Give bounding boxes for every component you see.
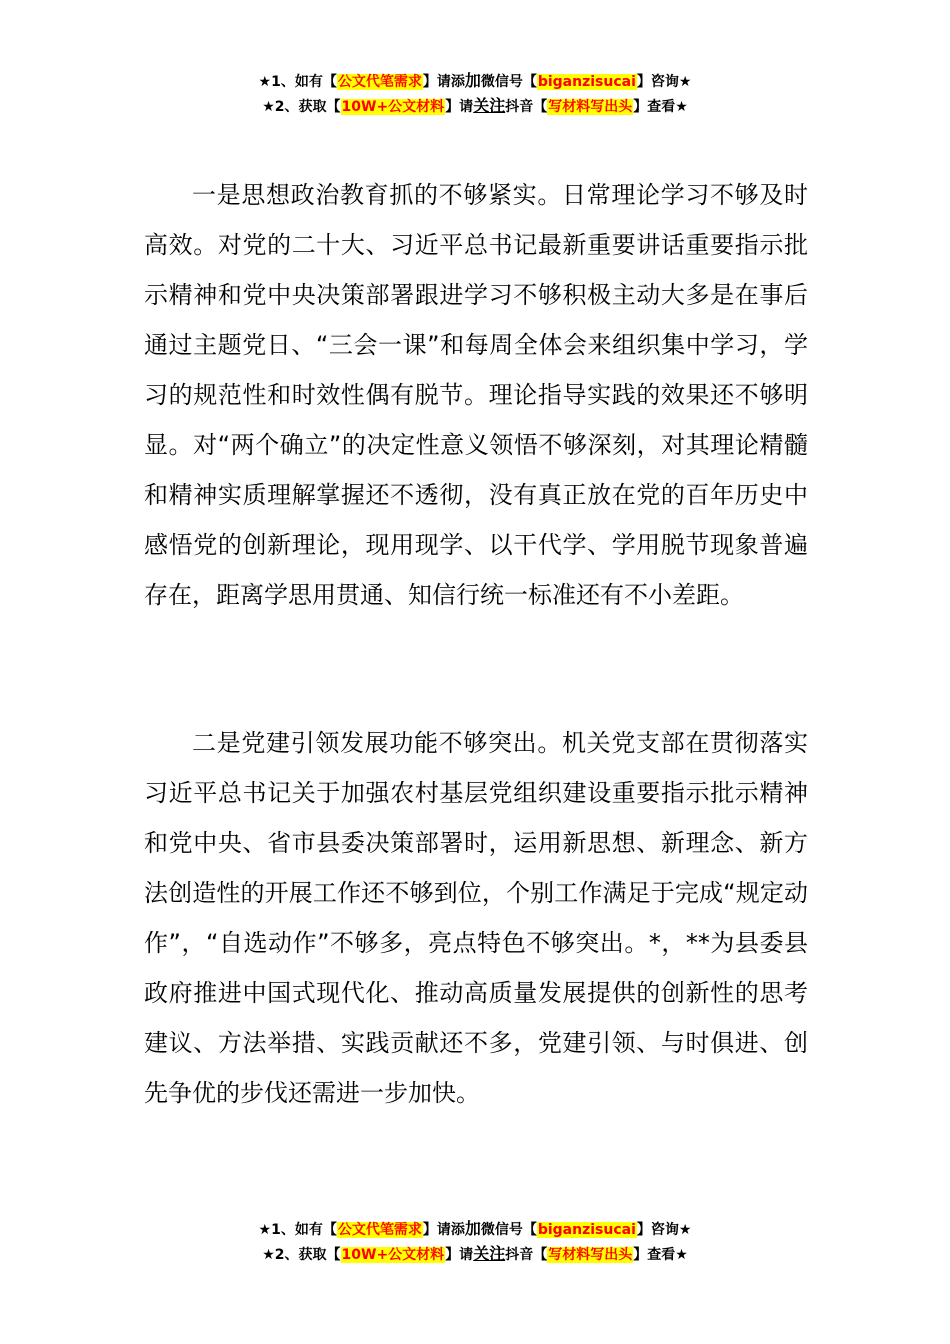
- banner-text: 】请: [445, 1247, 474, 1263]
- banner-text: ★1、如有【: [258, 74, 337, 90]
- banner-text: 】查看★: [633, 99, 688, 115]
- banner-line-2: [0, 1242, 950, 1267]
- banner-text: 】请添: [422, 74, 465, 90]
- banner-line-1: [0, 1217, 950, 1242]
- banner-line-2: [0, 94, 950, 119]
- emphasized-text: 加: [464, 1219, 481, 1238]
- banner-text: ★2、获取【: [262, 99, 341, 115]
- highlighted-text: 公文代笔需求: [337, 74, 422, 90]
- banner-text: ★1、如有【: [258, 1222, 337, 1238]
- banner-text: 】查看★: [633, 1247, 688, 1263]
- highlighted-text: biganzisucai: [537, 74, 636, 90]
- banner-text: 】咨询★: [636, 74, 692, 90]
- banner-text: 】请添: [422, 1222, 465, 1238]
- highlighted-text: 10W+公文材料: [341, 1247, 445, 1263]
- footer-banner: [0, 1217, 950, 1267]
- banner-text: 】咨询★: [636, 1222, 692, 1238]
- highlighted-text: 公文代笔需求: [337, 1222, 422, 1238]
- body-paragraph-1: 一是思想政治教育抓的不够紧实。日常理论学习不够及时高效。对党的二十大、习近平总书记最新重要讲话重要指示批示精神和党中央决策部署跟进学习不够积极主动大多是在事后通过主题党日、“三会一课”和每周全体会来组织集中学习，学习的规范性和时效性偶有脱节。理论指导实践的效果还不够明显。对“两个确立”的决定性意义领悟不够深刻，对其理论精髓和精神实质理解掌握还不透彻，没有真正放在党的百年历史中感悟党的创新理论，现用现学、以干代学、学用脱节现象普遍存在，距离学思用贯通、知信行统一标准还有不小差距。: [144, 181, 808, 609]
- banner-line-1: [0, 69, 950, 94]
- highlighted-text: 写材料写出头: [548, 1247, 633, 1263]
- banner-text: 抖音【: [505, 99, 548, 115]
- banner-text: ★2、获取【: [262, 1247, 341, 1263]
- body-paragraph-2: 二是党建引领发展功能不够突出。机关党支部在贯彻落实习近平总书记关于加强农村基层党组织建设重要指示批示精神和党中央、省市县委决策部署时，运用新思想、新理念、新方法创造性的开展工作还不够到位，个别工作满足于完成“规定动作”，“自选动作”不够多，亮点特色不够突出。*，**为县委县政府推进中国式现代化、推动高质量发展提供的创新性的思考建议、方法举措、实践贡献还不多，党建引领、与时俱进、创先争优的步伐还需进一步加快。: [144, 729, 808, 1107]
- emphasized-text: 关注: [473, 96, 506, 115]
- banner-text: 微信号【: [480, 74, 537, 90]
- banner-text: 微信号【: [480, 1222, 537, 1238]
- highlighted-text: 写材料写出头: [548, 99, 633, 115]
- highlighted-text: 10W+公文材料: [341, 99, 445, 115]
- highlighted-text: biganzisucai: [537, 1222, 636, 1238]
- header-banner: [0, 69, 950, 119]
- banner-text: 】请: [445, 99, 474, 115]
- emphasized-text: 加: [464, 71, 481, 90]
- banner-text: 抖音【: [505, 1247, 548, 1263]
- emphasized-text: 关注: [473, 1244, 506, 1263]
